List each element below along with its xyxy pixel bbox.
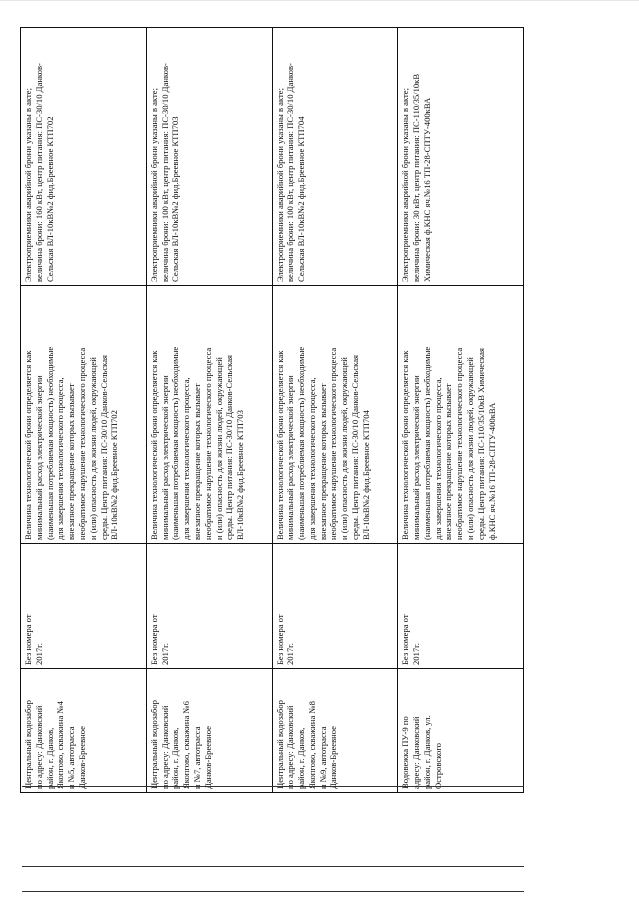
period-cell: Без номера от 2017г. (21, 544, 147, 669)
tech-reserve-cell: Величина технологической брони определяется как минимальный расход электрической энергии (наименьшая потребляемая мощность) необходимые для завершения технологического процесса, внезапное прекращение которых вызывает необратимое нарушение технологического процесса и (или) опасность для жизни людей, окружающей среды. Центр питания: ПС-110/35/10кВ Химическая ф.КНС яч.№16 ТП-28-СПТУ-400кВА (398, 286, 524, 544)
tech-reserve-cell: Величина технологической брони определяется как минимальный расход электрической энергии (наименьшая потребляемая мощность) необходимые для завершения технологического процесса, внезапное прекращение которых вызывает необратимое нарушение технологического процесса и (или) опасность для жизни людей, окружающей среды. Центр питания: ПС-30/10 Данков-Сельская ВЛ-10кВ№2 фид.Бреевное КТП704 (272, 286, 398, 544)
tech-reserve-cell: Величина технологической брони определяется как минимальный расход электрической энергии (наименьшая потребляемая мощность) необходимые для завершения технологического процесса, внезапное прекращение которых вызывает необратимое нарушение технологического процесса и (или) опасность для жизни людей, окружающей среды. Центр питания: ПС-30/10 Данков-Сельская ВЛ-10кВ№2 фид.Бреевное КТП703 (146, 286, 272, 544)
object-cell: Центральный водозабор по адресу: Данковский район, г. Данков, Якопгово, скважина №6 и №7, автотрасса Данков-Бреевное (146, 669, 272, 793)
emergency-reserve-cell: Электроприемники аварийной брони указаны в акте; величина брони: 100 кВт, центр питания: ПС-30/10 Данков- Сельская ВЛ-10кВ№2 фид.Бреевное КТП703 (146, 28, 272, 286)
emergency-reserve-cell: Электроприемники аварийной брони указаны в акте; величина брони: 100 кВт, центр питания: ПС-30/10 Данков- Сельская ВЛ-10кВ№2 фид.Бреевное КТП704 (272, 28, 398, 286)
table-row (272, 28, 398, 793)
object-cell: Водовежка ПУ-9 по адресу: Данковский район, г. Данков, ул. Островского (398, 669, 524, 793)
period-cell: Без номера от 2017г. (146, 544, 272, 669)
object-cell: Центральный водозабор по адресу: Данковский район, г. Данков, Якопгово, скважина №4 и №5, автотрасса Данков-Бреевное (21, 669, 147, 793)
period-cell: Без номера от 2017г. (398, 544, 524, 669)
reserve-table (20, 27, 524, 793)
table-row (21, 28, 147, 793)
object-cell: Центральный водозабор по адресу: Данковский район, г. Данков, Якопгово, скважина №8 и №9, автотрасса Данков-Бреевное (272, 669, 398, 793)
rule-line (22, 866, 524, 867)
table-row (398, 28, 524, 793)
emergency-reserve-cell: Электроприемники аварийной брони указаны в акте; величина брони: 160 кВт, центр питания: ПС-30/10 Данков- Сельская ВЛ-10кВ№2 фид.Бреевное КТП702 (21, 28, 147, 286)
tech-reserve-cell: Величина технологической брони определяется как минимальный расход электрической энергии (наименьшая потребляемая мощность) необходимые для завершения технологического процесса, внезапное прекращение которых вызывает необратимое нарушение технологического процесса и (или) опасность для жизни людей, окружающей среды. Центр питания: ПС-30/10 Данков-Сельская ВЛ-10кВ№2 фид.Бреевное КТП702 (21, 286, 147, 544)
emergency-reserve-cell: Электроприемники аварийной брони указаны в акте; величина брони: 30 кВт, центр питания: ПС-110/35/10кВ Химическая ф.КНС яч.№16 ТП-28-СПТУ-400кВА (398, 28, 524, 286)
table-row (146, 28, 272, 793)
period-cell: Без номера от 2017г. (272, 544, 398, 669)
rule-line (22, 786, 524, 787)
rotated-table-container (20, 28, 524, 793)
rule-line (22, 891, 524, 892)
